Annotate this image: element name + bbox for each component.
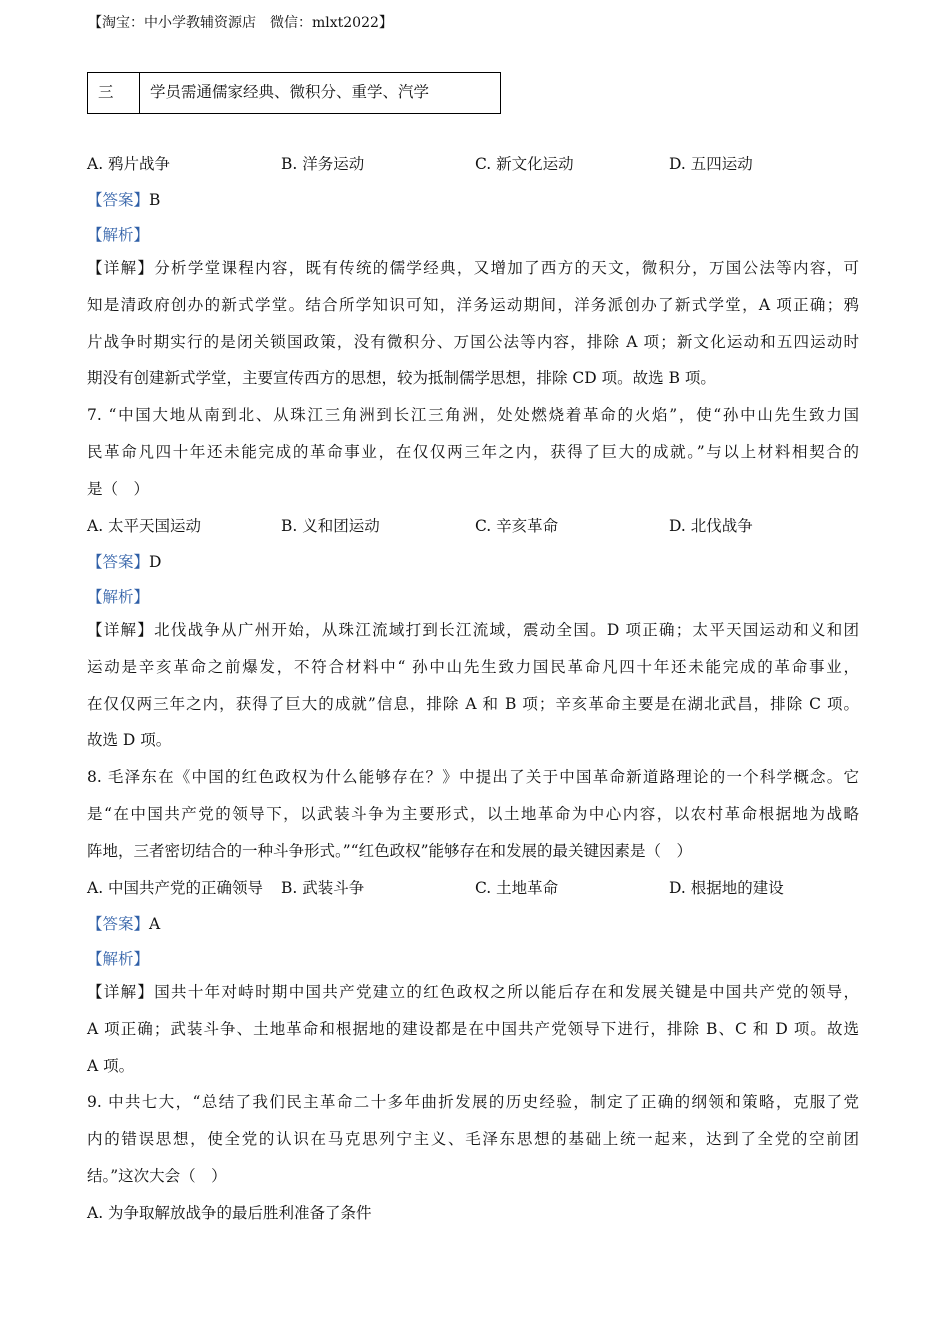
q7-option-c: C. 辛亥革命 (475, 517, 559, 535)
analysis-tag: 【解析】 (87, 226, 150, 244)
answer-tag: 【答案】 (87, 915, 150, 933)
q9-stem-line: 内的错误思想，使全党的认识在马克思列宁主义、毛泽东思想的基础上统一起来，达到了全党的空前团 (87, 1129, 859, 1148)
q7-stem-line: 是（ ） (87, 479, 150, 498)
q7-answer (87, 550, 161, 572)
curriculum-table-row (87, 72, 501, 114)
q6-option-d: D. 五四运动 (669, 155, 753, 173)
q8-stem-line: 8. 毛泽东在《中国的红色政权为什么能够存在？》中提出了关于中国革命新道路理论的一个科学概念。它 (87, 768, 859, 786)
q8-stem-line: 是“在中国共产党的领导下，以武装斗争为主要形式，以土地革命为中心内容，以农村革命根据地为战略 (87, 804, 859, 823)
detail-tag: 【详解】 (87, 621, 155, 639)
q7-detail-line: 故选 D 项。 (87, 731, 172, 750)
q7-option-b: B. 义和团运动 (281, 517, 380, 535)
q8-answer (87, 912, 160, 934)
q6-detail (87, 250, 859, 397)
answer-value: B (149, 191, 161, 209)
q7-detail-line: 在仅仅两三年之内，获得了巨大的成就”信息，排除 A 和 B 项；辛亥革命主要是在湖北武昌，排除 C 项。 (87, 694, 859, 713)
q9-option-a: A. 为争取解放战争的最后胜利准备了条件 (87, 1204, 372, 1222)
q8-detail-line: A 项正确；武装斗争、土地革命和根据地的建设都是在中国共产党领导下进行，排除 B、C 和 D 项。故选 (87, 1019, 859, 1038)
q8-detail (87, 974, 859, 1084)
q7-analysis (87, 585, 149, 607)
q7-detail-line: 【详解】北伐战争从广州开始，从珠江流域打到长江流域，震动全国。D 项正确；太平天国运动和义和团 (87, 621, 859, 639)
q8-stem (87, 759, 859, 869)
q9-stem (87, 1084, 859, 1194)
q6-detail-line: 知是清政府创办的新式学堂。结合所学知识可知，洋务运动期间，洋务派创办了新式学堂，A 项正确；鸦 (87, 295, 859, 314)
q6-option-b: B. 洋务运动 (281, 155, 365, 173)
q7-stem (87, 397, 859, 507)
q9-stem-line: 结。”这次大会（ ） (87, 1166, 227, 1185)
q7-option-a: A. 太平天国运动 (87, 517, 202, 535)
q8-option-d: D. 根据地的建设 (669, 879, 784, 897)
q8-detail-line: 【详解】国共十年对峙时期中国共产党建立的红色政权之所以能后存在和发展关键是中国共产党的领导， (87, 983, 859, 1001)
q6-detail-line: 【详解】分析学堂课程内容，既有传统的儒学经典，又增加了西方的天文，微积分，万国公法等内容，可 (87, 259, 859, 277)
page-header: 【淘宝：中小学教辅资源店 微信：mlxt2022】 (88, 15, 393, 31)
q6-option-a: A. 鸦片战争 (87, 155, 171, 173)
q8-detail-line: A 项。 (87, 1056, 135, 1075)
q8-stem-line: 阵地，三者密切结合的一种斗争形式。”“红色政权”能够存在和发展的最关键因素是（ ） (87, 841, 693, 860)
q6-detail-line: 期没有创建新式学堂，主要宣传西方的思想，较为抵制儒学思想，排除 CD 项。故选 B 项。 (87, 369, 716, 388)
table-row-content: 学员需通儒家经典、微积分、重学、汽学 (150, 83, 430, 101)
analysis-tag: 【解析】 (87, 588, 150, 606)
table-row-number: 三 (88, 73, 140, 113)
answer-tag: 【答案】 (87, 553, 150, 571)
q7-detail (87, 612, 859, 759)
q8-option-b: B. 武装斗争 (281, 879, 365, 897)
q6-option-c: C. 新文化运动 (475, 155, 574, 173)
q7-stem-line: 民革命凡四十年还未能完成的革命事业，在仅仅两三年之内，获得了巨大的成就。”与以上材料相契合的 (87, 442, 859, 461)
answer-value: A (149, 915, 161, 933)
q6-analysis (87, 223, 149, 245)
q8-option-c: C. 土地革命 (475, 879, 559, 897)
q7-stem-line: 7. “中国大地从南到北、从珠江三角洲到长江三角洲，处处燃烧着革命的火焰”，使“孙中山先生致力国 (87, 406, 859, 424)
analysis-tag: 【解析】 (87, 950, 150, 968)
q7-detail-line: 运动是辛亥革命之前爆发，不符合材料中“ 孙中山先生致力国民革命凡四十年还未能完成的革命事业， (87, 657, 859, 676)
detail-tag: 【详解】 (87, 983, 155, 1001)
q7-option-d: D. 北伐战争 (669, 517, 753, 535)
q8-option-a: A. 中国共产党的正确领导 (87, 879, 264, 897)
answer-value: D (149, 553, 162, 571)
detail-tag: 【详解】 (87, 259, 155, 277)
q8-analysis (87, 947, 149, 969)
q9-stem-line: 9. 中共七大，“总结了我们民主革命二十多年曲折发展的历史经验，制定了正确的纲领和策略，克服了党 (87, 1093, 859, 1111)
answer-tag: 【答案】 (87, 191, 150, 209)
q6-detail-line: 片战争时期实行的是闭关锁国政策，没有微积分、万国公法等内容，排除 A 项；新文化运动和五四运动时 (87, 332, 859, 351)
q6-answer (87, 188, 160, 210)
